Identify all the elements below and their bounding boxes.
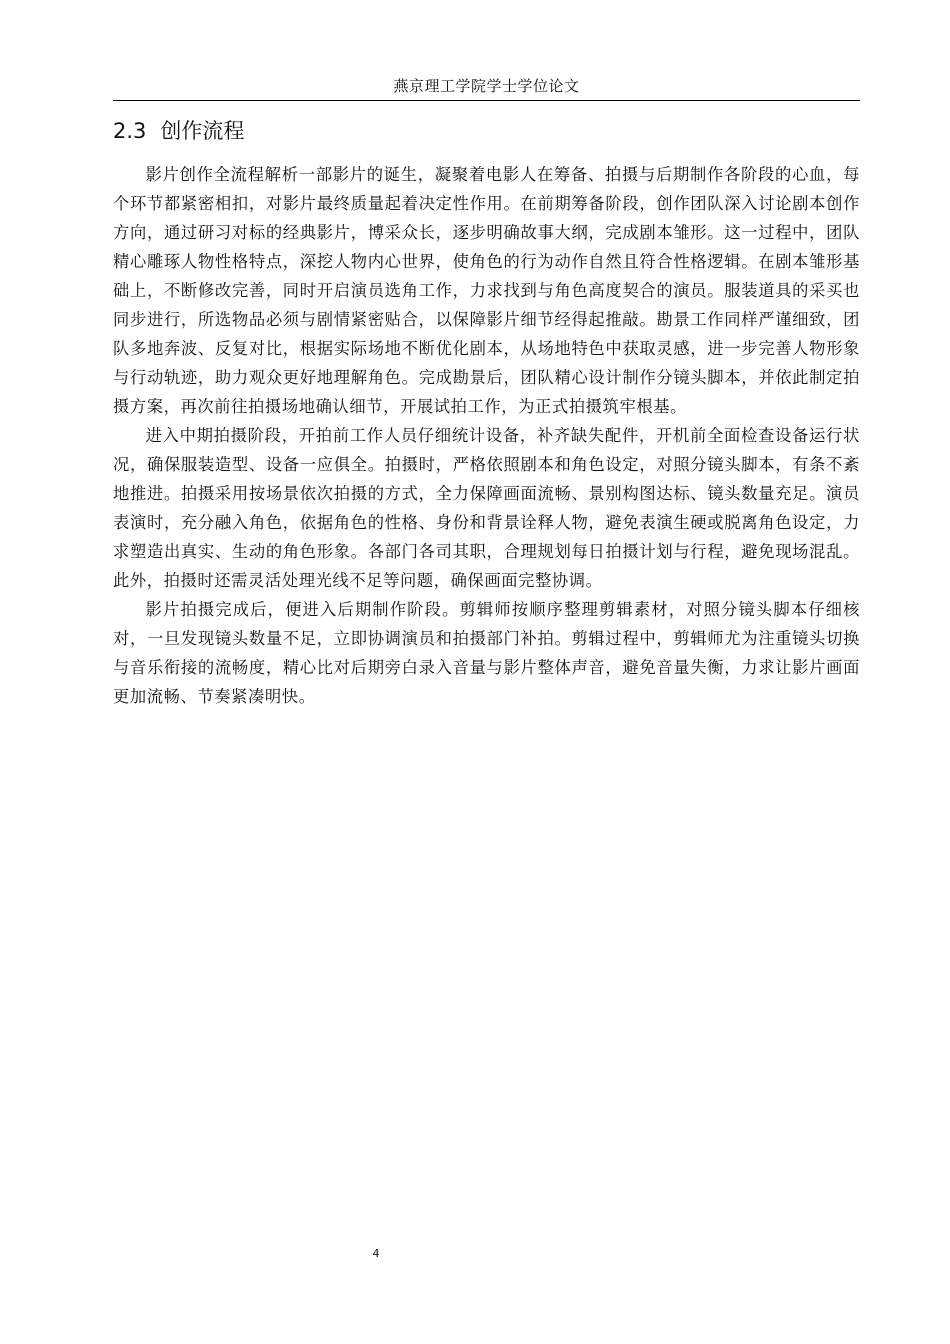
header-divider: [113, 100, 860, 101]
paragraph-postproduction: 影片拍摄完成后，便进入后期制作阶段。剪辑师按顺序整理剪辑素材，对照分镜头脚本仔细核对，一旦发现镜头数量不足，立即协调演员和拍摄部门补拍。剪辑过程中，剪辑师尤为注重镜头切换与音乐衔接的流畅度，精心比对后期旁白录入音量与影片整体声音，避免音量失衡，力求让影片画面更加流畅、节奏紧凑明快。: [113, 600, 860, 706]
page-number: 4: [372, 1247, 380, 1260]
section-number: 2.3: [113, 119, 147, 143]
body-text: [113, 160, 860, 711]
section-heading: [113, 117, 244, 145]
running-header: 燕京理工学院学士学位论文: [393, 77, 580, 95]
paragraph-production: 进入中期拍摄阶段，开拍前工作人员仔细统计设备，补齐缺失配件，开机前全面检查设备运行状况，确保服装造型、设备一应俱全。拍摄时，严格依照剧本和角色设定，对照分镜头脚本，有条不紊地推进。拍摄采用按场景依次拍摄的方式，全力保障画面流畅、景别构图达标、镜头数量充足。演员表演时，充分融入角色，依据角色的性格、身份和背景诠释人物，避免表演生硬或脱离角色设定，力求塑造出真实、生动的角色形象。各部门各司其职，合理规划每日拍摄计划与行程，避免现场混乱。此外，拍摄时还需灵活处理光线不足等问题，确保画面完整协调。: [113, 426, 860, 590]
paragraph-preproduction: 影片创作全流程解析一部影片的诞生，凝聚着电影人在筹备、拍摄与后期制作各阶段的心血，每个环节都紧密相扣，对影片最终质量起着决定性作用。在前期筹备阶段，创作团队深入讨论剧本创作方向，通过研习对标的经典影片，博采众长，逐步明确故事大纲，完成剧本雏形。这一过程中，团队精心雕琢人物性格特点，深挖人物内心世界，使角色的行为动作自然且符合性格逻辑。在剧本雏形基础上，不断修改完善，同时开启演员选角工作，力求找到与角色高度契合的演员。服装道具的采买也同步进行，所选物品必须与剧情紧密贴合，以保障影片细节经得起推敲。勘景工作同样严谨细致，团队多地奔波、反复对比，根据实际场地不断优化剧本，从场地特色中获取灵感，进一步完善人物形象与行动轨迹，助力观众更好地理解角色。完成勘景后，团队精心设计制作分镜头脚本，并依此制定拍摄方案，再次前往拍摄场地确认细节，开展试拍工作，为正式拍摄筑牢根基。: [113, 165, 860, 416]
section-title: 创作流程: [160, 119, 245, 143]
